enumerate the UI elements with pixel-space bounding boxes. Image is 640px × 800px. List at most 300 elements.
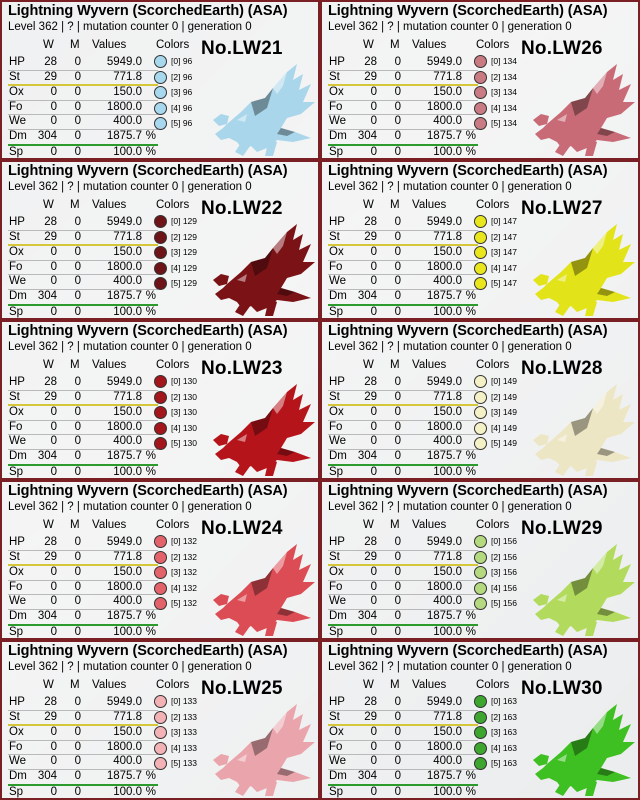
color-slot-label <box>171 583 197 593</box>
header-values: Values <box>92 39 127 51</box>
stats-table <box>328 376 478 480</box>
stat-label: St <box>9 390 20 403</box>
stat-row-we <box>8 275 158 290</box>
header-m: M <box>390 359 400 371</box>
stat-label: Dm <box>329 449 347 462</box>
stat-label: St <box>329 70 340 83</box>
stat-unit: % <box>465 625 476 638</box>
stat-label: Dm <box>9 769 27 782</box>
color-dot-icon <box>474 86 487 99</box>
color-slot-label <box>171 278 197 288</box>
stat-wild-points: 304 <box>37 449 57 462</box>
stat-label: We <box>329 595 347 608</box>
wyvern-illustration <box>527 542 639 638</box>
stat-label: Fo <box>9 100 23 113</box>
stat-wild-points: 0 <box>50 100 57 113</box>
stat-label: We <box>9 435 27 448</box>
stat-mutations: 0 <box>74 710 81 723</box>
stat-mutations: 0 <box>74 726 81 739</box>
stat-mutations: 0 <box>74 435 81 448</box>
creature-number: No.LW26 <box>521 38 603 59</box>
color-id: 163 <box>502 742 518 753</box>
color-slot-label <box>171 232 197 242</box>
color-id: 134 <box>502 102 518 113</box>
creature-number: No.LW23 <box>201 358 283 379</box>
color-slot-label <box>171 376 197 386</box>
stat-row-we <box>328 435 478 450</box>
card-subtitle: Level 362 | ? | mutation counter 0 | generation 0 <box>328 661 572 673</box>
color-dot-icon <box>154 215 167 228</box>
color-id: 156 <box>502 567 518 578</box>
wyvern-illustration <box>527 222 639 318</box>
color-slot-label <box>491 263 517 273</box>
wyvern-card-lw24 <box>0 480 320 640</box>
color-dot-icon <box>474 277 487 290</box>
stats-table <box>8 216 158 320</box>
color-id: 163 <box>502 727 518 738</box>
header-values: Values <box>92 199 127 211</box>
stat-value: 5949.0 <box>106 536 142 548</box>
stat-wild-points: 0 <box>370 465 377 478</box>
wyvern-card-lw25 <box>0 640 320 800</box>
color-dot-icon <box>474 551 487 564</box>
color-id: 134 <box>502 56 518 66</box>
color-id: 130 <box>182 438 198 449</box>
color-id: 129 <box>182 216 198 226</box>
color-id: 134 <box>502 87 518 98</box>
stat-row-st <box>8 711 158 727</box>
stat-label: We <box>329 435 347 448</box>
stat-row-st <box>328 231 478 247</box>
stat-row-we <box>328 595 478 610</box>
stat-row-hp <box>328 216 478 231</box>
stat-mutations: 0 <box>74 260 81 273</box>
color-dot-icon <box>154 566 167 579</box>
color-dot-icon <box>154 406 167 419</box>
card-subtitle: Level 362 | ? | mutation counter 0 | generation 0 <box>328 181 572 193</box>
color-slot-label <box>171 56 192 66</box>
stat-wild-points: 0 <box>50 755 57 768</box>
header-colors: Colors <box>476 359 510 371</box>
stat-mutations: 0 <box>394 289 401 302</box>
stat-mutations: 0 <box>74 566 81 579</box>
stat-row-we <box>8 115 158 130</box>
color-id: 130 <box>182 422 198 433</box>
card-title: Lightning Wyvern (ScorchedEarth) (ASA) <box>328 323 608 339</box>
stat-mutations: 0 <box>394 70 401 83</box>
color-dot-icon <box>474 55 487 68</box>
stat-wild-points: 28 <box>364 56 377 68</box>
stat-row-sp <box>8 306 158 320</box>
stat-value: 400.0 <box>113 275 142 288</box>
stat-wild-points: 304 <box>357 129 377 142</box>
stat-row-sp <box>328 626 478 640</box>
color-dot-icon <box>474 597 487 610</box>
stat-row-hp <box>328 56 478 71</box>
color-slot-index: [4] <box>171 742 181 753</box>
stat-row-ox <box>328 406 478 421</box>
stat-row-sp <box>8 626 158 640</box>
color-slot-label <box>491 552 517 562</box>
stat-row-sp <box>328 306 478 320</box>
stat-wild-points: 0 <box>50 305 57 318</box>
header-values: Values <box>92 519 127 531</box>
stat-value: 400.0 <box>113 755 142 768</box>
stat-mutations: 0 <box>394 769 401 782</box>
stat-value: 400.0 <box>433 595 462 608</box>
stat-label: Sp <box>9 785 24 798</box>
stat-mutations: 0 <box>74 536 81 548</box>
stat-wild-points: 28 <box>44 216 57 228</box>
stat-label: Ox <box>329 406 344 419</box>
stat-wild-points: 28 <box>364 376 377 388</box>
stat-mutations: 0 <box>74 70 81 83</box>
header-colors: Colors <box>156 199 190 211</box>
color-dot-icon <box>474 231 487 244</box>
stat-label: Dm <box>9 609 27 622</box>
stat-wild-points: 0 <box>370 726 377 739</box>
stat-mutations: 0 <box>394 465 401 478</box>
stat-value: 1875.7 <box>106 289 142 302</box>
stat-wild-points: 304 <box>357 289 377 302</box>
stat-value: 400.0 <box>433 755 462 768</box>
stat-mutations: 0 <box>74 145 81 158</box>
stat-row-dm <box>8 290 158 306</box>
stat-mutations: 0 <box>74 246 81 259</box>
stat-wild-points: 28 <box>364 696 377 708</box>
header-m: M <box>70 359 80 371</box>
color-id: 132 <box>182 598 198 609</box>
color-slot-index: [5] <box>491 438 501 449</box>
color-slot-index: [0] <box>491 216 501 226</box>
stat-wild-points: 0 <box>50 785 57 798</box>
stat-wild-points: 0 <box>50 580 57 593</box>
color-slot-label <box>171 103 192 113</box>
stat-value: 5949.0 <box>426 696 462 708</box>
stat-wild-points: 28 <box>364 216 377 228</box>
color-id: 130 <box>182 376 198 386</box>
header-w: W <box>43 679 54 691</box>
stat-row-st <box>328 71 478 87</box>
color-slot-index: [4] <box>171 102 181 113</box>
wyvern-illustration <box>207 222 319 318</box>
stat-label: Ox <box>9 566 24 579</box>
stat-wild-points: 0 <box>370 115 377 128</box>
color-dot-icon <box>154 695 167 708</box>
color-id: 132 <box>182 567 198 578</box>
color-slot-index: [0] <box>491 56 501 66</box>
stat-label: We <box>9 755 27 768</box>
stat-mutations: 0 <box>394 390 401 403</box>
stat-wild-points: 29 <box>44 230 57 243</box>
stat-row-hp <box>328 376 478 391</box>
color-id: 129 <box>182 247 198 258</box>
color-slot-index: [5] <box>171 278 181 289</box>
stat-wild-points: 28 <box>44 696 57 708</box>
color-slot-label <box>491 727 517 737</box>
color-slot-index: [2] <box>171 391 181 402</box>
card-title: Lightning Wyvern (ScorchedEarth) (ASA) <box>8 163 288 179</box>
stat-wild-points: 304 <box>37 609 57 622</box>
color-dot-icon <box>474 215 487 228</box>
color-id: 96 <box>182 56 193 66</box>
stat-wild-points: 28 <box>44 376 57 388</box>
stat-value: 150.0 <box>433 86 462 99</box>
stat-row-sp <box>8 786 158 800</box>
color-id: 163 <box>502 758 518 769</box>
stat-row-sp <box>328 146 478 160</box>
color-dot-icon <box>154 422 167 435</box>
stat-mutations: 0 <box>394 550 401 563</box>
stat-unit: % <box>145 465 156 478</box>
stat-unit: % <box>465 305 476 318</box>
color-slot-label <box>491 278 517 288</box>
creature-number: No.LW24 <box>201 518 283 539</box>
header-colors: Colors <box>156 679 190 691</box>
stat-wild-points: 0 <box>370 740 377 753</box>
stat-label: Fo <box>329 420 343 433</box>
stat-row-fo <box>8 741 158 756</box>
stat-unit: % <box>465 289 476 302</box>
stat-row-st <box>8 231 158 247</box>
stat-wild-points: 0 <box>50 566 57 579</box>
stat-label: HP <box>9 56 25 68</box>
header-m: M <box>390 39 400 51</box>
color-slot-label <box>491 712 517 722</box>
color-dot-icon <box>154 117 167 130</box>
color-slot-index: [5] <box>491 598 501 609</box>
stat-value: 100.0 <box>433 305 462 318</box>
stat-mutations: 0 <box>74 230 81 243</box>
stat-row-hp <box>8 56 158 71</box>
stat-mutations: 0 <box>74 56 81 68</box>
stat-mutations: 0 <box>74 289 81 302</box>
stat-wild-points: 304 <box>37 769 57 782</box>
color-id: 156 <box>502 551 518 562</box>
stat-mutations: 0 <box>74 625 81 638</box>
stat-mutations: 0 <box>394 216 401 228</box>
header-colors: Colors <box>156 39 190 51</box>
header-m: M <box>390 679 400 691</box>
card-subtitle: Level 362 | ? | mutation counter 0 | generation 0 <box>8 661 252 673</box>
color-dot-icon <box>154 375 167 388</box>
stat-row-we <box>8 755 158 770</box>
stat-label: Fo <box>329 260 343 273</box>
stat-value: 1800.0 <box>426 580 462 593</box>
stat-row-we <box>8 595 158 610</box>
color-dot-icon <box>474 406 487 419</box>
card-title: Lightning Wyvern (ScorchedEarth) (ASA) <box>8 323 288 339</box>
color-dot-icon <box>154 102 167 115</box>
stat-row-fo <box>328 261 478 276</box>
stat-unit: % <box>465 465 476 478</box>
stat-unit: % <box>145 449 156 462</box>
color-slot-index: [2] <box>171 711 181 722</box>
stat-row-ox <box>8 566 158 581</box>
color-dot-icon <box>154 711 167 724</box>
header-m: M <box>70 39 80 51</box>
creature-number: No.LW27 <box>521 198 603 219</box>
wyvern-illustration <box>207 382 319 478</box>
stat-label: Dm <box>9 449 27 462</box>
stat-mutations: 0 <box>74 696 81 708</box>
stat-wild-points: 0 <box>50 420 57 433</box>
wyvern-card-lw30 <box>320 640 640 800</box>
stat-value: 400.0 <box>433 435 462 448</box>
stat-mutations: 0 <box>394 406 401 419</box>
stat-label: St <box>9 230 20 243</box>
stat-mutations: 0 <box>394 100 401 113</box>
stat-value: 400.0 <box>433 115 462 128</box>
color-slot-index: [3] <box>491 727 501 738</box>
wyvern-card-lw29 <box>320 480 640 640</box>
header-m: M <box>390 519 400 531</box>
color-dot-icon <box>474 726 487 739</box>
color-slot-index: [0] <box>491 376 501 386</box>
wyvern-illustration <box>207 542 319 638</box>
stat-value: 100.0 <box>433 785 462 798</box>
header-w: W <box>363 39 374 51</box>
stat-row-dm <box>328 610 478 626</box>
color-id: 96 <box>182 118 193 129</box>
stat-mutations: 0 <box>74 129 81 142</box>
stat-row-ox <box>328 566 478 581</box>
stat-wild-points: 0 <box>50 465 57 478</box>
stat-mutations: 0 <box>74 755 81 768</box>
color-dot-icon <box>154 437 167 450</box>
stat-label: Fo <box>9 420 23 433</box>
color-slot-label <box>491 118 517 128</box>
color-slot-index: [5] <box>491 118 501 129</box>
color-dot-icon <box>474 71 487 84</box>
header-m: M <box>70 519 80 531</box>
stat-row-hp <box>328 696 478 711</box>
stat-value: 1800.0 <box>426 260 462 273</box>
stat-label: Ox <box>9 406 24 419</box>
color-id: 134 <box>502 71 518 82</box>
stat-value: 1800.0 <box>106 740 142 753</box>
color-id: 133 <box>182 742 198 753</box>
color-slot-index: [5] <box>491 758 501 769</box>
color-slot-index: [0] <box>171 536 181 546</box>
stat-mutations: 0 <box>74 100 81 113</box>
stat-row-dm <box>8 610 158 626</box>
stat-wild-points: 0 <box>50 595 57 608</box>
color-id: 149 <box>502 391 518 402</box>
stat-mutations: 0 <box>74 86 81 99</box>
stat-mutations: 0 <box>74 216 81 228</box>
color-slot-index: [0] <box>171 216 181 226</box>
stat-row-fo <box>8 581 158 596</box>
header-w: W <box>363 199 374 211</box>
color-slot-index: [4] <box>171 422 181 433</box>
color-slot-label <box>491 567 517 577</box>
wyvern-card-lw26 <box>320 0 640 160</box>
color-slot-index: [0] <box>171 376 181 386</box>
stat-wild-points: 0 <box>50 246 57 259</box>
stat-unit: % <box>145 769 156 782</box>
stat-wild-points: 0 <box>50 260 57 273</box>
stat-label: Sp <box>329 625 344 638</box>
stat-label: HP <box>329 696 345 708</box>
wyvern-card-lw21 <box>0 0 320 160</box>
stat-row-st <box>8 551 158 567</box>
stat-label: Ox <box>329 246 344 259</box>
stat-label: Fo <box>9 580 23 593</box>
color-dot-icon <box>474 437 487 450</box>
color-slot-label <box>491 583 517 593</box>
color-dot-icon <box>154 391 167 404</box>
color-slot-label <box>171 598 197 608</box>
color-slot-index: [3] <box>171 87 181 98</box>
header-colors: Colors <box>156 519 190 531</box>
color-slot-label <box>171 567 197 577</box>
color-dot-icon <box>474 742 487 755</box>
color-slot-label <box>171 696 197 706</box>
stat-value: 400.0 <box>113 115 142 128</box>
stat-row-ox <box>328 726 478 741</box>
stat-value: 5949.0 <box>106 56 142 68</box>
stat-unit: % <box>145 145 156 158</box>
stat-label: Sp <box>329 145 344 158</box>
color-slot-label <box>491 696 517 706</box>
stat-value: 771.8 <box>113 390 142 403</box>
header-m: M <box>70 199 80 211</box>
stat-value: 100.0 <box>433 145 462 158</box>
stat-label: Dm <box>329 289 347 302</box>
color-dot-icon <box>474 262 487 275</box>
stats-table <box>328 216 478 320</box>
color-slot-index: [4] <box>171 582 181 593</box>
color-slot-label <box>491 407 517 417</box>
stat-row-sp <box>328 466 478 480</box>
stat-label: St <box>329 710 340 723</box>
stat-mutations: 0 <box>74 595 81 608</box>
stat-wild-points: 0 <box>50 435 57 448</box>
stat-value: 150.0 <box>433 566 462 579</box>
stat-row-hp <box>8 696 158 711</box>
stat-value: 1875.7 <box>426 449 462 462</box>
header-w: W <box>43 359 54 371</box>
stat-mutations: 0 <box>394 376 401 388</box>
stat-label: Fo <box>9 260 23 273</box>
stat-wild-points: 0 <box>370 406 377 419</box>
color-slot-index: [2] <box>491 231 501 242</box>
color-dot-icon <box>474 391 487 404</box>
stat-mutations: 0 <box>394 420 401 433</box>
stat-label: HP <box>9 696 25 708</box>
stat-row-ox <box>8 726 158 741</box>
stat-wild-points: 29 <box>44 390 57 403</box>
stat-label: Sp <box>9 625 24 638</box>
stat-mutations: 0 <box>394 625 401 638</box>
stat-value: 5949.0 <box>106 696 142 708</box>
color-slot-label <box>491 598 517 608</box>
color-dot-icon <box>474 757 487 770</box>
color-slot-index: [3] <box>171 247 181 258</box>
stat-label: Ox <box>329 726 344 739</box>
header-m: M <box>390 199 400 211</box>
color-slot-label <box>171 407 197 417</box>
stat-row-sp <box>8 466 158 480</box>
stat-wild-points: 29 <box>364 710 377 723</box>
color-slot-label <box>171 743 197 753</box>
color-slot-index: [5] <box>491 278 501 289</box>
stat-mutations: 0 <box>394 145 401 158</box>
stat-wild-points: 29 <box>364 70 377 83</box>
stat-mutations: 0 <box>74 465 81 478</box>
stat-wild-points: 0 <box>370 260 377 273</box>
